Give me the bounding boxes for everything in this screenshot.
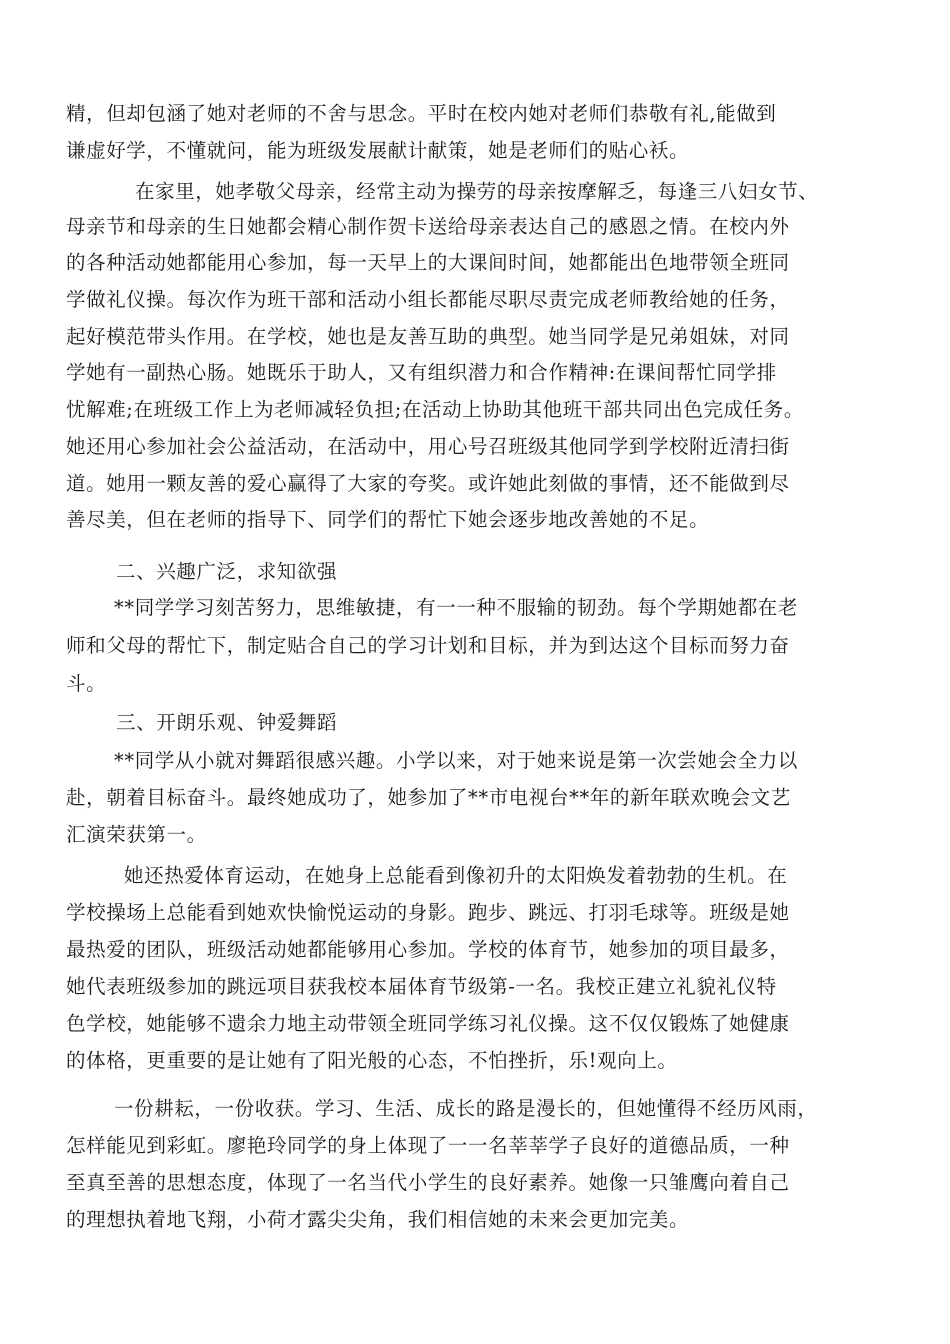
text-line: 学做礼仪操。每次作为班干部和活动小组长都能尽职尽责完成老师教给她的任务， [66, 288, 790, 311]
text-line: 的各种活动她都能用心参加，每一天早上的大课间时间，她都能出色地带领全班同 [66, 251, 790, 274]
text-line: 至真至善的思想态度，体现了一名当代小学生的良好素养。她像一只雏鹰向着自己 [66, 1171, 790, 1194]
text-line: 汇演荣获第一。 [66, 823, 207, 846]
text-line: 谦虚好学，不懂就问，能为班级发展献计献策，她是老师们的贴心袄。 [66, 139, 690, 162]
text-line: 最热爱的团队，班级活动她都能够用心参加。学校的体育节，她参加的项目最多， [66, 938, 790, 961]
text-line: 精，但却包涵了她对老师的不舍与思念。平时在校内她对老师们恭敬有礼,能做到 [66, 102, 777, 125]
text-line: 起好模范带头作用。在学校，她也是友善互助的典型。她当同学是兄弟姐妹，对同 [66, 325, 790, 348]
text-line: 道。她用一颗友善的爱心赢得了大家的夸奖。或许她此刻做的事情，还不能做到尽 [66, 472, 790, 495]
text-line: 斗。 [66, 672, 107, 695]
section-heading: 二、兴趣广泛，求知欲强 [116, 560, 338, 583]
text-line: 的理想执着地飞翔，小荷才露尖尖角，我们相信她的未来会更加完美。 [66, 1208, 690, 1231]
text-line: 她代表班级参加的跳远项目获我校本届体育节级第-一名。我校正建立礼貌礼仪特 [66, 975, 777, 998]
paragraph-start-line: 她还热爱体育运动，在她身上总能看到像初升的太阳焕发着勃勃的生机。在 [124, 864, 788, 887]
paragraph-start-line: **同学学习刻苦努力，思维敏捷，有一一种不服输的韧劲。每个学期她都在老 [114, 596, 799, 619]
text-line: 色学校，她能够不遗余力地主动带领全班同学练习礼仪操。这不仅仅锻炼了她健康 [66, 1012, 790, 1035]
text-line: 怎样能见到彩虹。廖艳玲同学的身上体现了一一名莘莘学子良好的道德品质，一种 [66, 1134, 790, 1157]
text-line: 学校操场上总能看到她欢快愉悦运动的身影。跑步、跳远、打羽毛球等。班级是她 [66, 901, 790, 924]
paragraph-start-line: 在家里，她孝敬父母亲，经常主动为操劳的母亲按摩解乏，每逢三八妇女节、 [135, 180, 819, 203]
section-heading: 三、开朗乐观、钟爱舞蹈 [116, 711, 338, 734]
text-line: 师和父母的帮忙下，制定贴合自己的学习计划和目标，并为到达这个目标而努力奋 [66, 634, 790, 657]
text-line: 忧解难;在班级工作上为老师减轻负担;在活动上协助其他班干部共同出色完成任务。 [66, 398, 804, 421]
text-line: 善尽美，但在老师的指导下、同学们的帮忙下她会逐步地改善她的不足。 [66, 508, 710, 531]
paragraph-start-line: **同学从小就对舞蹈很感兴趣。小学以来，对于她来说是第一次尝她会全力以 [114, 749, 799, 772]
text-line: 赴，朝着目标奋斗。最终她成功了，她参加了**市电视台**年的新年联欢晚会文艺 [66, 786, 791, 809]
text-line: 母亲节和母亲的生日她都会精心制作贺卡送给母亲表达自己的感恩之情。在校内外 [66, 215, 790, 238]
text-line: 她还用心参加社会公益活动，在活动中，用心号召班级其他同学到学校附近清扫街 [66, 435, 790, 458]
paragraph-start-line: 一份耕耘，一份收获。学习、生活、成长的路是漫长的，但她懂得不经历风雨， [114, 1097, 818, 1120]
text-line: 学她有一副热心肠。她既乐于助人，又有组织潜力和合作精神:在课间帮忙同学排 [66, 361, 777, 384]
text-line: 的体格，更重要的是让她有了阳光般的心态，不怕挫折，乐!观向上。 [66, 1049, 678, 1072]
